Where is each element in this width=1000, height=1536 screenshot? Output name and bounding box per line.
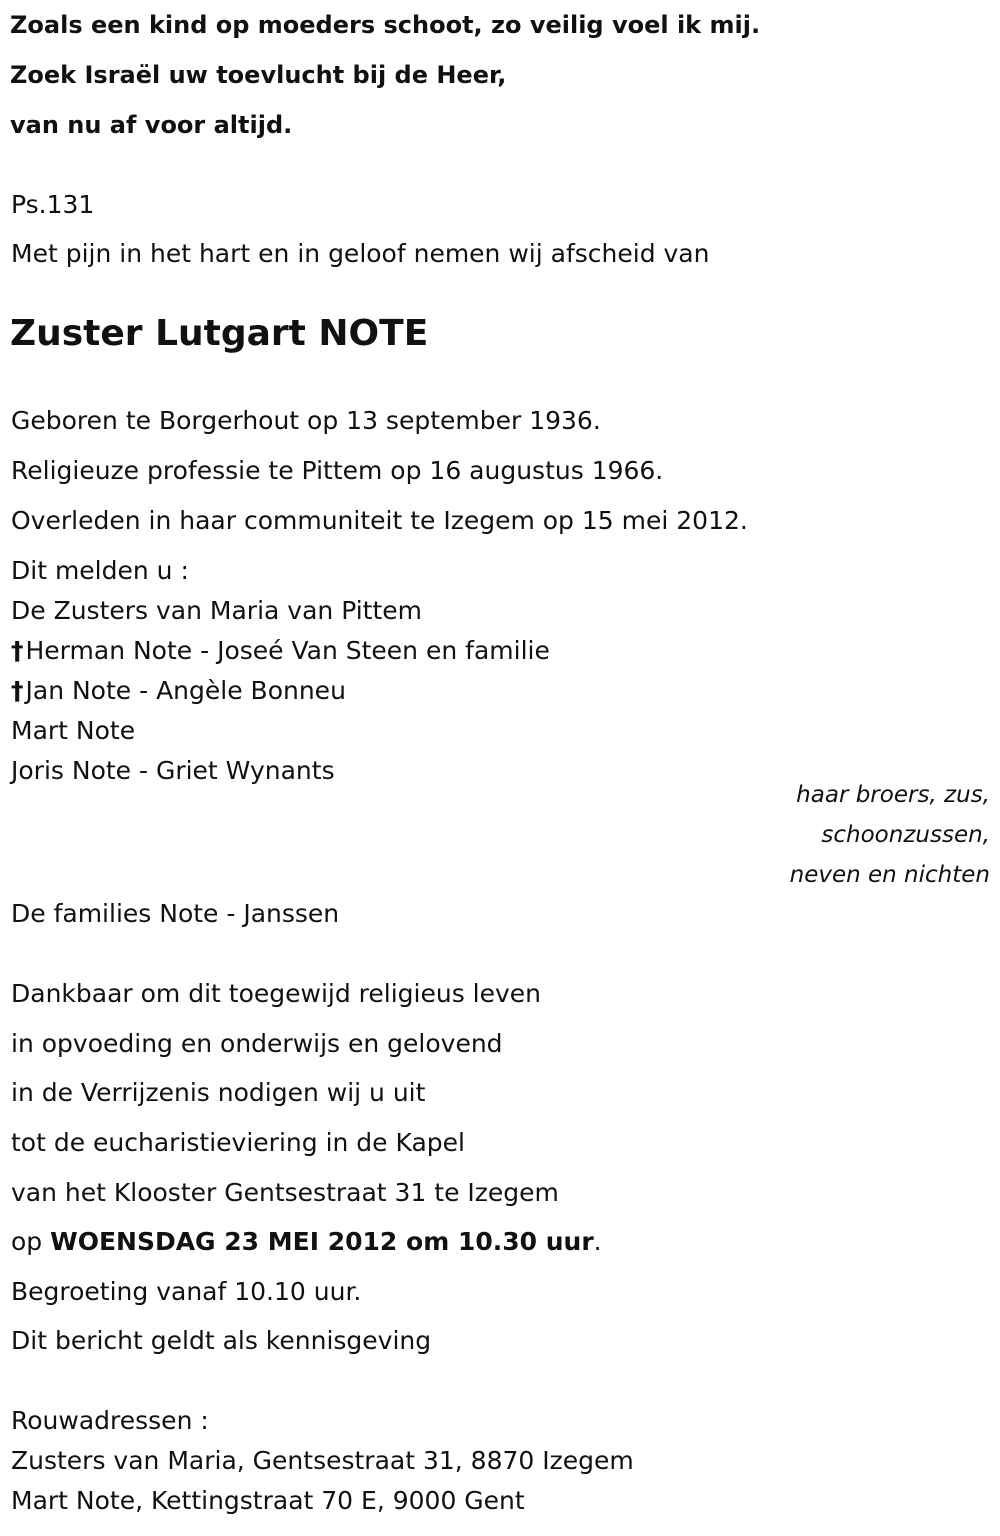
family-line-1	[11, 636, 550, 666]
birth-line: Geboren te Borgerhout op 13 september 1936.	[11, 406, 601, 435]
address-line-2: Mart Note, Kettingstraat 70 E, 9000 Gent	[11, 1486, 525, 1515]
family-line-4: Joris Note - Griet Wynants	[11, 756, 335, 785]
service-line-4: tot de eucharistieviering in de Kapel	[11, 1128, 465, 1157]
service-line-5: van het Klooster Gentsestraat 31 te Izegem	[11, 1178, 559, 1207]
date-suffix: .	[593, 1227, 602, 1256]
date-prefix: op	[11, 1227, 43, 1256]
notice-line: Dit bericht geldt als kennisgeving	[11, 1326, 432, 1355]
intro-text: Met pijn in het hart en in geloof nemen wij afscheid van	[11, 239, 710, 268]
relation-line-2: schoonzussen,	[821, 822, 990, 848]
motto-line-1: Zoals een kind op moeders schoot, zo veilig voel ik mij.	[10, 11, 761, 39]
motto-line-2: Zoek Israël uw toevlucht bij de Heer,	[10, 61, 507, 89]
family-line-text: Herman Note - Joseé Van Steen en familie	[25, 636, 550, 665]
deceased-name: Zuster Lutgart NOTE	[10, 313, 429, 354]
death-line: Overleden in haar communiteit te Izegem op 15 mei 2012.	[11, 506, 748, 535]
service-line-2: in opvoeding en onderwijs en gelovend	[11, 1029, 503, 1058]
addresses-label: Rouwadressen :	[11, 1406, 209, 1435]
address-line-1: Zusters van Maria, Gentsestraat 31, 8870 Izegem	[11, 1446, 634, 1475]
service-line-1: Dankbaar om dit toegewijd religieus leven	[11, 979, 542, 1008]
motto-line-3: van nu af voor altijd.	[10, 111, 293, 139]
service-date-line	[11, 1227, 602, 1257]
family-line-2	[11, 676, 346, 706]
relation-line-1: haar broers, zus,	[796, 782, 990, 808]
announce-label: Dit melden u :	[11, 556, 189, 585]
families-line: De families Note - Janssen	[11, 899, 340, 928]
profession-line: Religieuze professie te Pittem op 16 augustus 1966.	[11, 456, 664, 485]
family-line-text: Jan Note - Angèle Bonneu	[25, 676, 346, 705]
cross-icon: †	[11, 676, 24, 705]
cross-icon: †	[11, 636, 24, 665]
psalm-reference: Ps.131	[11, 190, 95, 219]
family-line-3: Mart Note	[11, 716, 136, 745]
congregation-line: De Zusters van Maria van Pittem	[11, 596, 423, 625]
greeting-line: Begroeting vanaf 10.10 uur.	[11, 1277, 362, 1306]
service-date: WOENSDAG 23 MEI 2012 om 10.30 uur	[50, 1227, 594, 1256]
service-line-3: in de Verrijzenis nodigen wij u uit	[11, 1078, 426, 1107]
relation-line-3: neven en nichten	[789, 862, 990, 888]
